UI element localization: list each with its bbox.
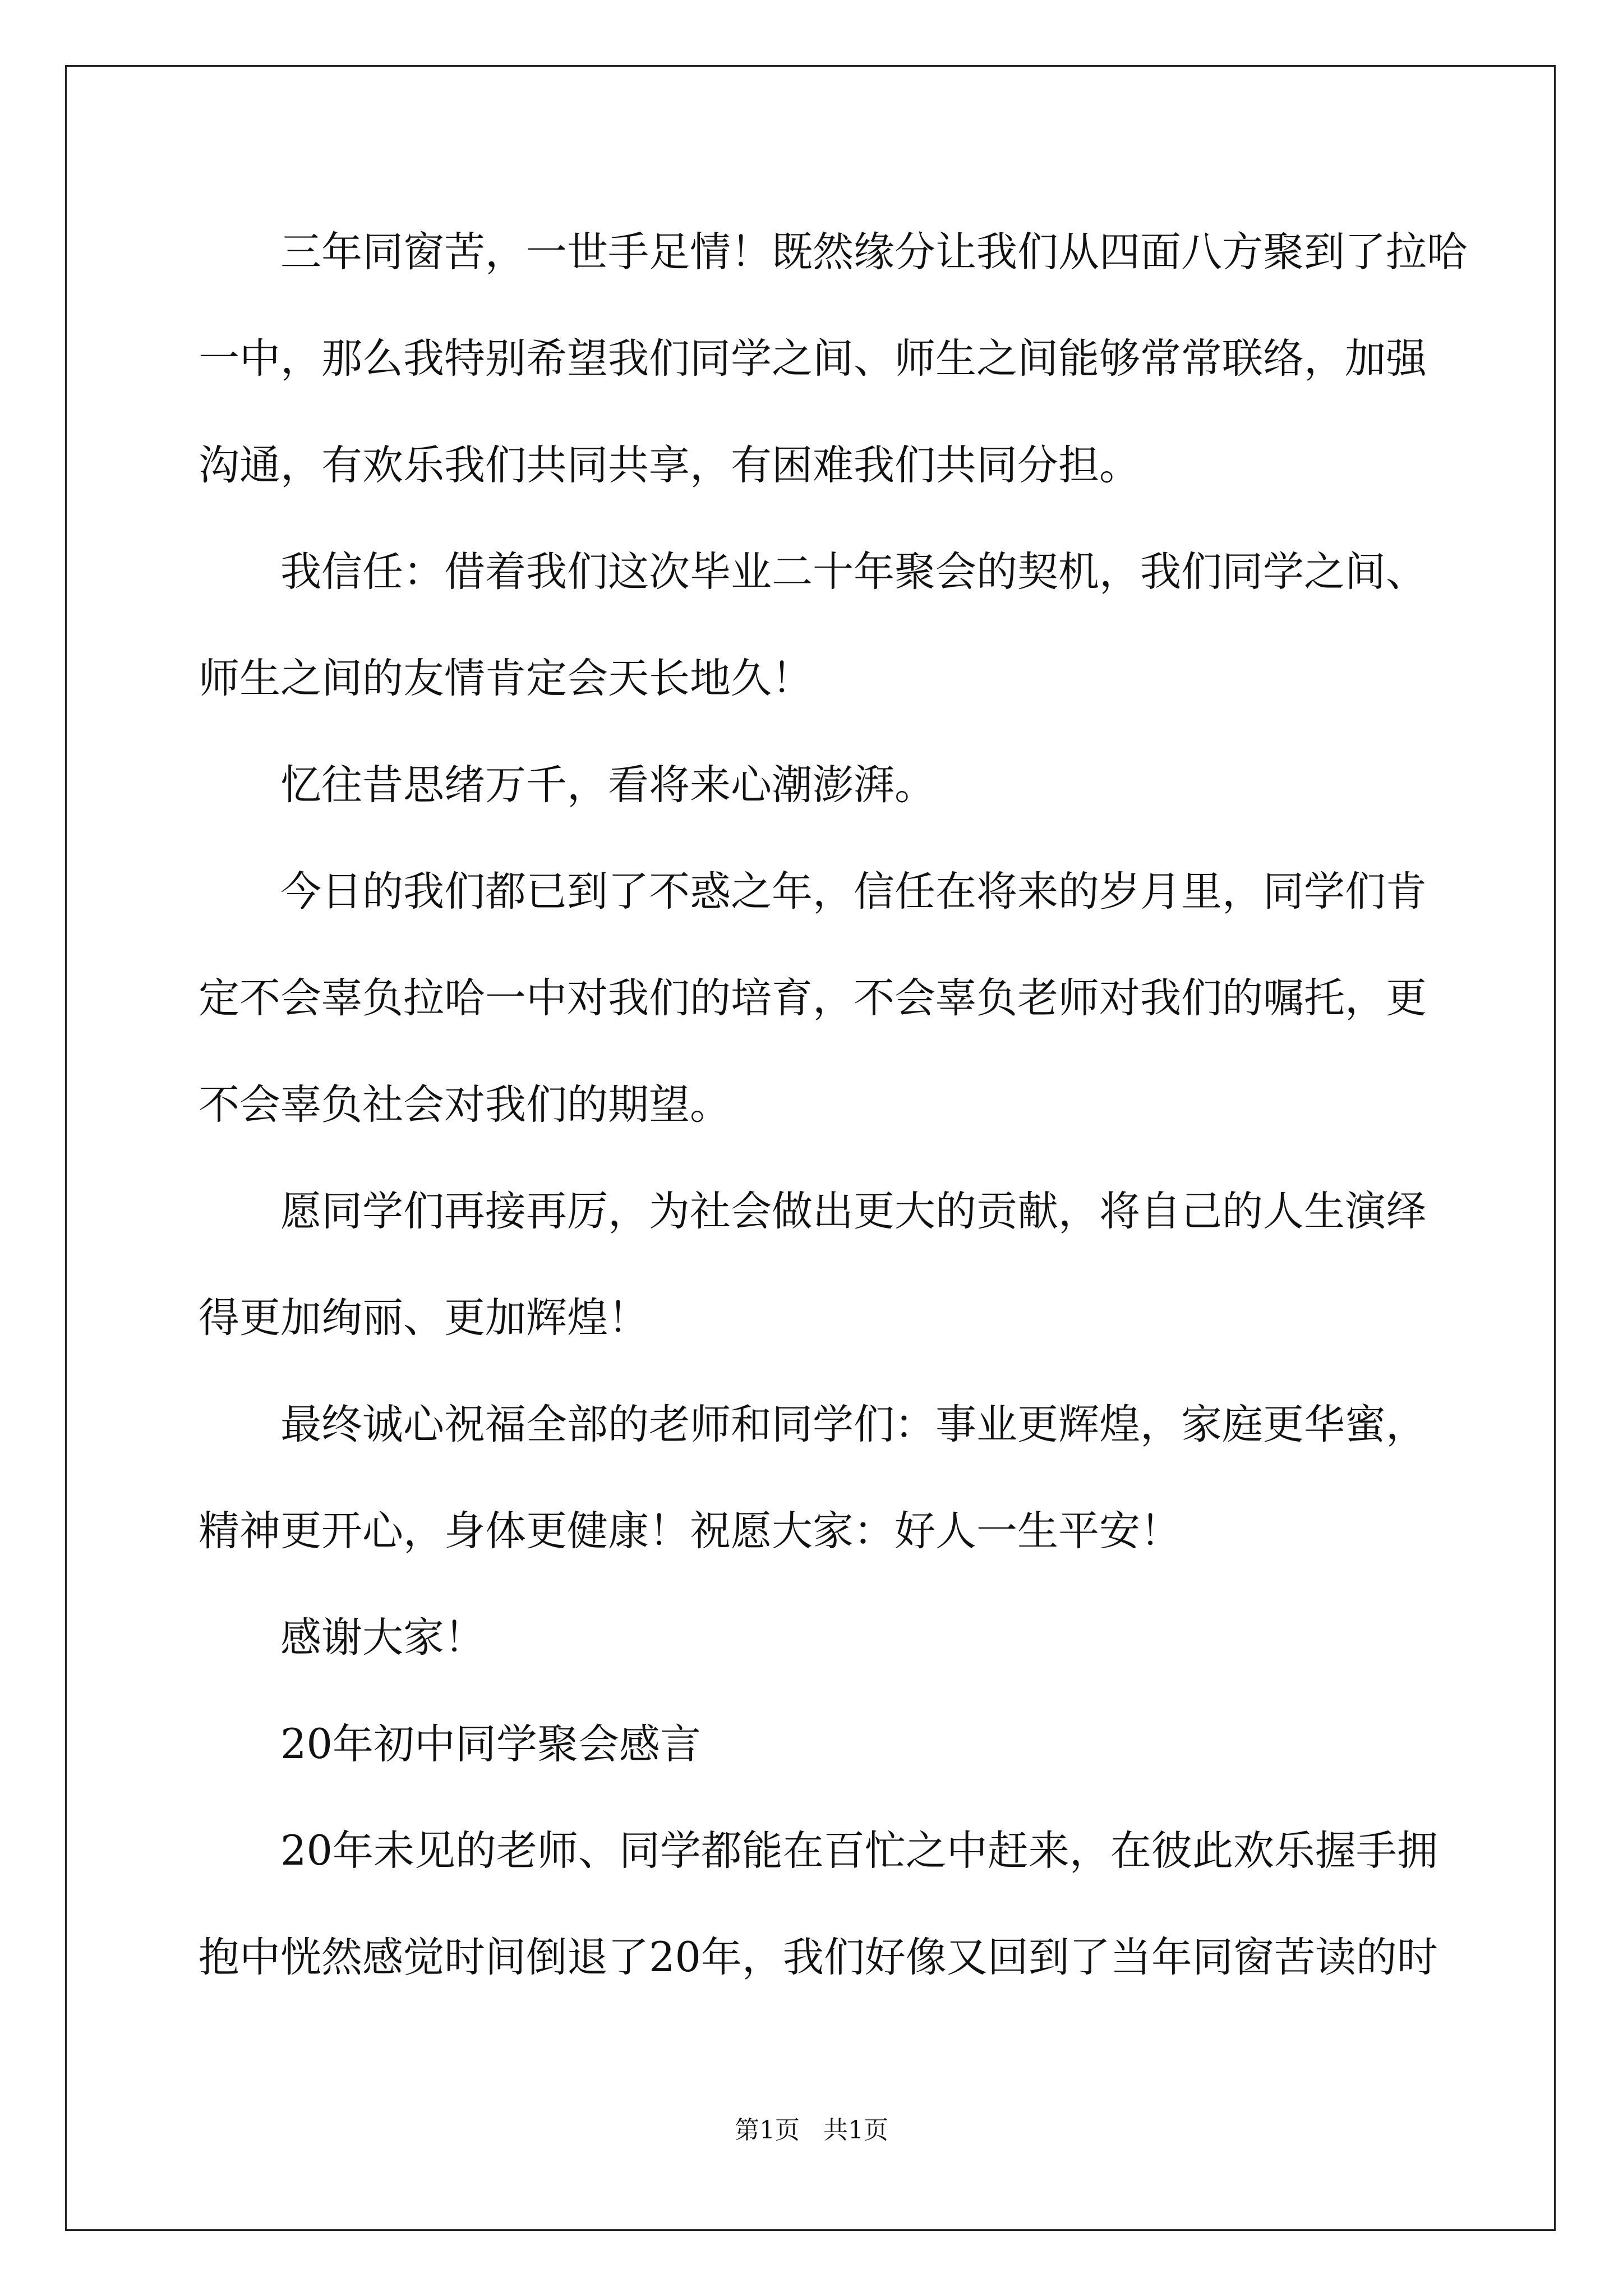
text-line: 20年未见的老师、同学都能在百忙之中赶来，在彼此欢乐握手拥 [280, 1827, 1438, 1875]
text-line: 得更加绚丽、更加辉煌！ [199, 1294, 649, 1342]
text-line: 愿同学们再接再厉，为社会做出更大的贡献，将自己的人生演绎 [280, 1188, 1427, 1235]
text-line: 抱中恍然感觉时间倒退了20年，我们好像又回到了当年同窗苦读的时 [199, 1934, 1438, 1981]
section-heading: 20年初中同学聚会感言 [280, 1720, 701, 1768]
text-line: 定不会辜负拉哈一中对我们的培育，不会辜负老师对我们的嘱托，更 [199, 974, 1427, 1022]
text-line: 精神更开心，身体更健康！祝愿大家：好人一生平安！ [199, 1507, 1181, 1555]
text-line: 一中，那么我特别希望我们同学之间、师生之间能够常常联络，加强 [199, 335, 1427, 383]
text-line: 师生之间的友情肯定会天长地久！ [199, 655, 813, 702]
text-line: 我信任：借着我们这次毕业二十年聚会的契机，我们同学之间、 [280, 548, 1427, 596]
text-line: 三年同窗苦，一世手足情！既然缘分让我们从四面八方聚到了拉哈 [280, 228, 1468, 276]
page-number: 第1页 共1页 [735, 2116, 888, 2145]
text-line: 最终诚心祝福全部的老师和同学们：事业更辉煌，家庭更华蜜， [280, 1401, 1427, 1448]
text-line: 今日的我们都已到了不惑之年，信任在将来的岁月里，同学们肯 [280, 868, 1427, 915]
text-line: 不会辜负社会对我们的期望。 [199, 1081, 731, 1129]
text-line: 感谢大家！ [280, 1614, 485, 1662]
text-line: 忆往昔思绪万千，看将来心潮澎湃。 [280, 761, 935, 809]
text-line: 沟通，有欢乐我们共同共享，有困难我们共同分担。 [199, 441, 1140, 489]
